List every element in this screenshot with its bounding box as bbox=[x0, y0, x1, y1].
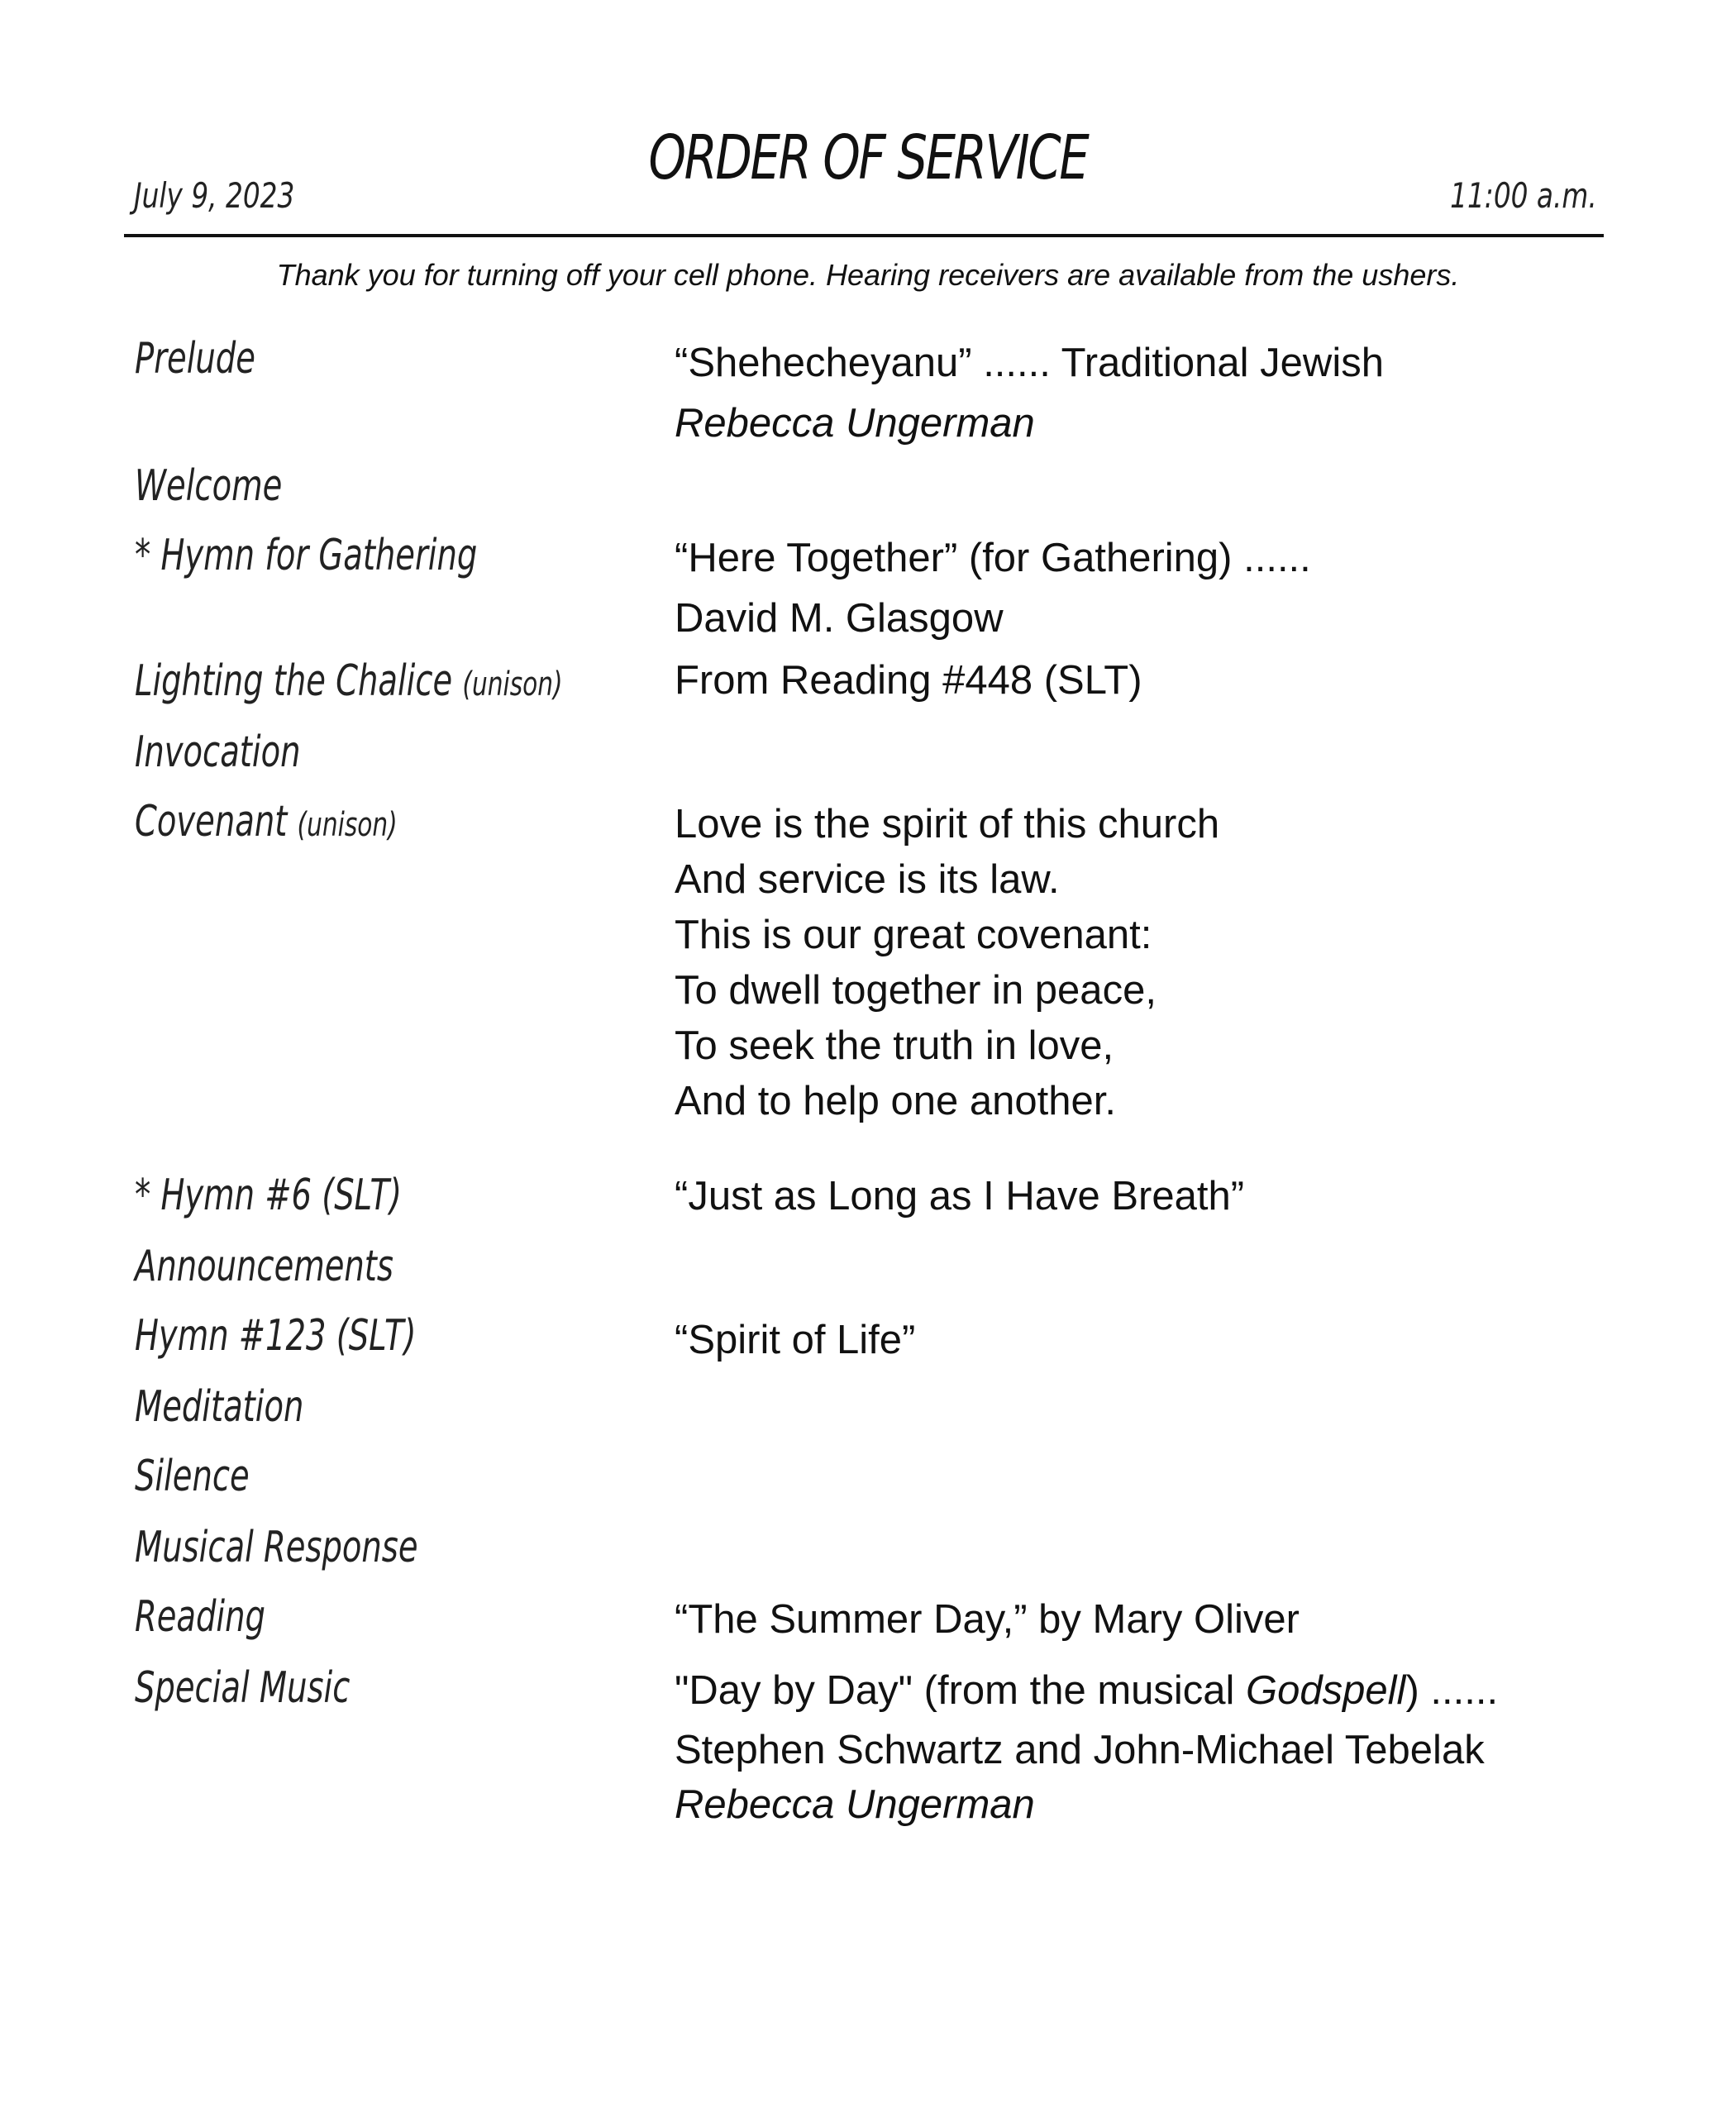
item-detail: “Just as Long as I Have Breath” bbox=[675, 1174, 1245, 1219]
item-label: Musical Response bbox=[135, 1523, 418, 1572]
covenant-line: Love is the spirit of this church bbox=[675, 802, 1220, 847]
item-label-note: (unison) bbox=[462, 665, 563, 703]
musical-title: Godspell bbox=[1246, 1668, 1406, 1713]
item-detail: “The Summer Day,” by Mary Oliver bbox=[675, 1597, 1300, 1642]
item-label: Invocation bbox=[135, 727, 301, 777]
item-label: * Hymn #6 (SLT) bbox=[135, 1171, 403, 1220]
service-time: 11:00 a.m. bbox=[1450, 175, 1597, 216]
covenant-line: To seek the truth in love, bbox=[675, 1023, 1114, 1068]
item-label: * Hymn for Gathering bbox=[135, 531, 478, 580]
item-label-text: Lighting the Chalice bbox=[135, 656, 453, 706]
service-date: July 9, 2023 bbox=[134, 175, 295, 216]
composer-name: David M. Glasgow bbox=[675, 596, 1004, 641]
item-label: Silence bbox=[135, 1452, 250, 1501]
performer-name: Rebecca Ungerman bbox=[675, 401, 1035, 446]
item-label: Meditation bbox=[135, 1382, 304, 1432]
item-label: Reading bbox=[135, 1592, 265, 1642]
covenant-text bbox=[675, 797, 1219, 1129]
item-label: Special Music bbox=[135, 1663, 351, 1713]
item-label bbox=[135, 797, 398, 850]
item-detail bbox=[675, 336, 1384, 451]
item-detail: “Spirit of Life” bbox=[675, 1318, 916, 1362]
item-detail: From Reading #448 (SLT) bbox=[675, 658, 1142, 703]
piece-title: “Shehecheyanu” ...... Traditional Jewish bbox=[675, 341, 1384, 385]
header-divider bbox=[124, 234, 1604, 237]
composer-names: Stephen Schwartz and John-Michael Tebelak bbox=[675, 1728, 1485, 1772]
item-detail bbox=[675, 531, 1311, 646]
phone-notice: Thank you for turning off your cell phone. Hearing receivers are available from the ushers. bbox=[276, 258, 1460, 292]
item-label: Announcements bbox=[135, 1242, 393, 1291]
piece-title bbox=[675, 1663, 1498, 1718]
piece-title-before: "Day by Day" (from the musical bbox=[675, 1668, 1247, 1713]
covenant-line: And to help one another. bbox=[675, 1079, 1116, 1123]
item-label-note: (unison) bbox=[297, 806, 398, 844]
page-title: ORDER OF SERVICE bbox=[648, 122, 1088, 193]
covenant-line: And service is its law. bbox=[675, 857, 1060, 902]
item-label-text: Covenant bbox=[135, 797, 288, 847]
item-label: Prelude bbox=[135, 334, 255, 384]
piece-title-after: ) ...... bbox=[1405, 1668, 1499, 1713]
piece-title: “Here Together” (for Gathering) ...... bbox=[675, 536, 1311, 580]
covenant-line: This is our great covenant: bbox=[675, 913, 1152, 957]
item-label bbox=[135, 656, 563, 709]
performer-name: Rebecca Ungerman bbox=[675, 1782, 1035, 1827]
item-label: Welcome bbox=[135, 461, 283, 511]
item-label: Hymn #123 (SLT) bbox=[135, 1311, 417, 1361]
item-detail bbox=[675, 1663, 1498, 1832]
covenant-line: To dwell together in peace, bbox=[675, 968, 1157, 1013]
